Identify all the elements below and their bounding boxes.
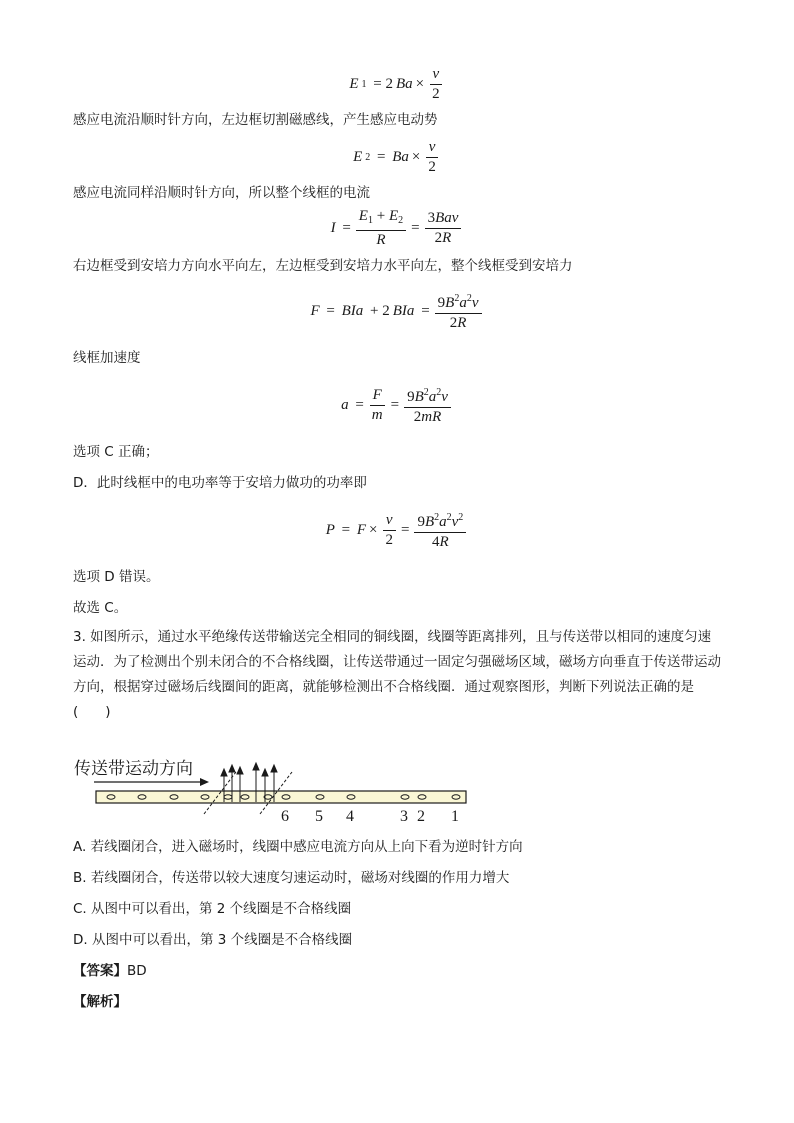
force-intro: 右边框受到安培力方向水平向左，左边框受到安培力水平向左，整个线框受到安培力 <box>73 258 573 274</box>
equation-current: I = $\frac{E_1 + E_2}{R}$ = $\frac{\text{3Bav}}{2R}$ <box>0 208 794 249</box>
option-b: B. 若线圈闭合，传送带以较大速度匀速运动时，磁场对线圈的作用力增大 <box>73 870 510 886</box>
question-stem: 3. 如图所示，通过水平绝缘传送带输送完全相同的铜线圈，线圈等距离排列，且与传送带以相同的速度匀速运动．为了检测出个别未闭合的不合格线圈，让传送带通过一固定匀强磁场区域，磁场方向垂直于传送带运动方向，根据穿过磁场后线圈间的距离，就能够检测出不合格线圈．通过观察图形，判断下列说法正确的是( ) <box>73 629 721 720</box>
answer-label: 【答案】 <box>73 963 127 979</box>
option-a: A. 若线圈闭合，进入磁场时，线圈中感应电流方向从上向下看为逆时针方向 <box>73 839 523 855</box>
coil-number: 5 <box>315 808 323 824</box>
coil-number: 3 <box>400 808 408 824</box>
analysis-label: 【解析】 <box>73 994 127 1010</box>
coil-numbers <box>281 808 459 824</box>
direction-arrowhead <box>200 778 209 786</box>
coil-number: 2 <box>417 808 425 824</box>
conveyor-belt <box>96 791 466 803</box>
option-d: D. 从图中可以看出，第 3 个线圈是不合格线圈 <box>73 932 353 948</box>
conveyor-figure <box>72 752 472 824</box>
option-d-intro: D．此时线框中的电功率等于安培力做功的功率即 <box>73 475 367 491</box>
equation-e1: E 1 = 2 Ba × $\frac{v}{2}$ <box>0 66 794 103</box>
left-emf-intro: 感应电流沿顺时针方向，左边框切割磁感线，产生感应电动势 <box>73 112 438 128</box>
equation-acceleration: a = $\frac{F}{m}$ = $\frac{9B^2a^2v}{2mR}$ <box>0 384 794 426</box>
equation-force: F = BIa + 2 BIa = $\frac{9B^2a^2v}{2R}$ <box>0 290 794 332</box>
current-intro: 感应电流同样沿顺时针方向，所以整个线框的电流 <box>73 185 370 201</box>
coil-number: 4 <box>346 808 354 824</box>
option-c-correct: 选项 C 正确； <box>73 444 159 460</box>
answer-value: BD <box>127 963 147 979</box>
coil-number: 6 <box>281 808 289 824</box>
equation-power: P = F × $\frac{v}{2}$ = $\frac{9B^2a^2v^2}{4R}$ <box>0 509 794 551</box>
coil-number: 1 <box>451 808 459 824</box>
option-d-wrong: 选项 D 错误。 <box>73 569 160 585</box>
final-choice: 故选 C。 <box>73 600 128 616</box>
answer-line <box>73 962 147 980</box>
equation-e2: E 2 = Ba × $\frac{v}{2}$ <box>0 139 794 176</box>
option-c: C. 从图中可以看出，第 2 个线圈是不合格线圈 <box>73 901 352 917</box>
accel-intro: 线框加速度 <box>73 350 141 366</box>
direction-label: 传送带运动方向 <box>74 759 193 778</box>
